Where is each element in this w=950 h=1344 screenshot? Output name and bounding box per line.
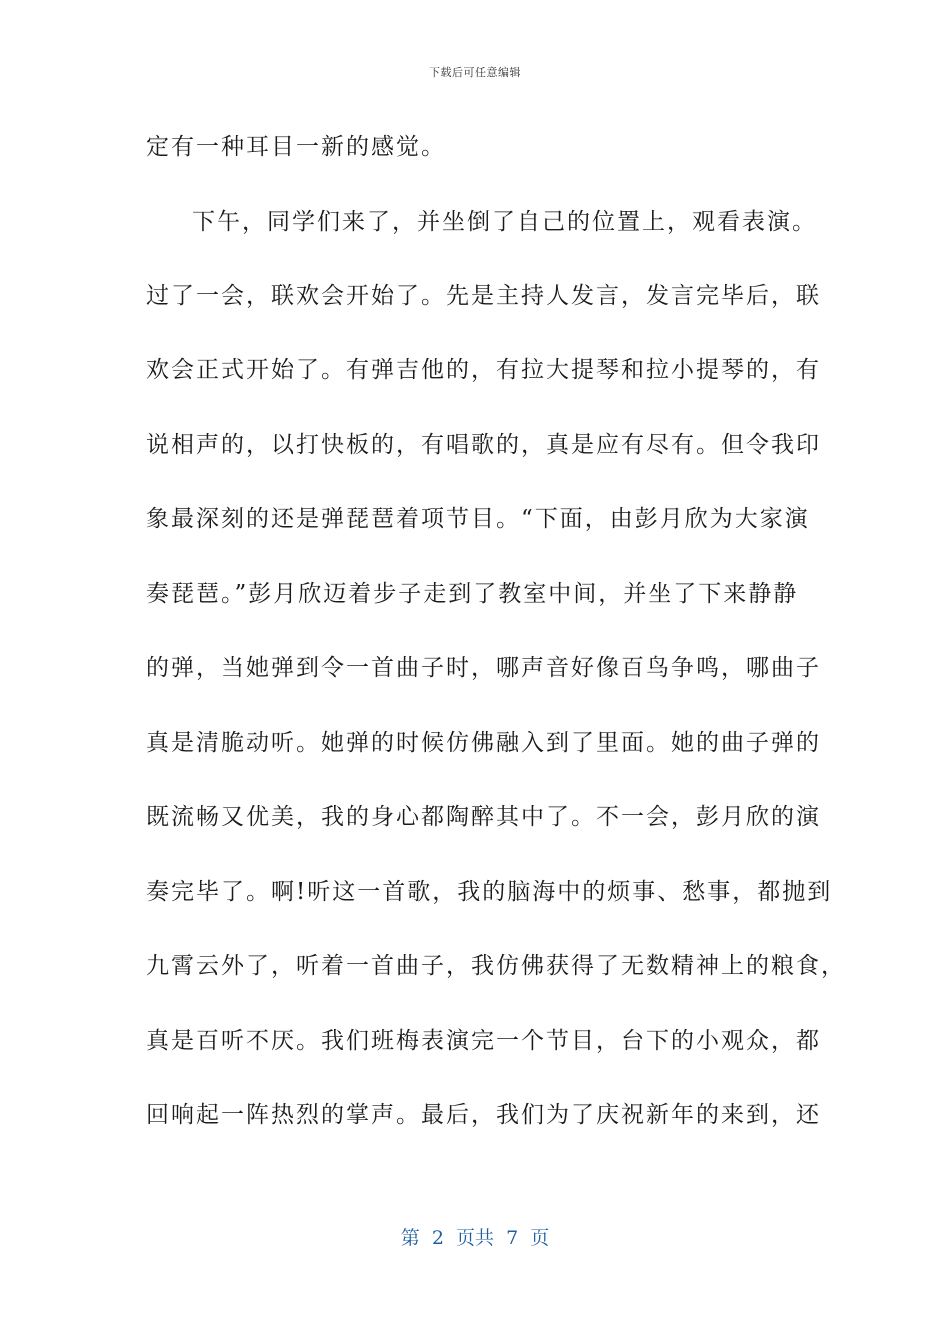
body-line: 象最深刻的还是弹琵琶着项节目。“下面，由彭月欣为大家演 — [146, 506, 810, 532]
body-line: 真是清脆动听。她弹的时候仿佛融入到了里面。她的曲子弹的 — [146, 730, 821, 756]
body-line: 过了一会，联欢会开始了。先是主持人发言，发言完毕后，联 — [146, 283, 821, 309]
body-line: 奏完毕了。啊!听这一首歌，我的脑海中的烦事、愁事，都抛到 — [146, 879, 833, 905]
body-line: 真是百听不厌。我们班梅表演完一个节目，台下的小观众，都 — [146, 1028, 821, 1054]
body-line: 九霄云外了，听着一首曲子，我仿佛获得了无数精神上的粮食， — [146, 953, 846, 979]
body-line: 的弹，当她弹到令一首曲子时，哪声音好像百鸟争鸣，哪曲子 — [146, 655, 821, 681]
page-header: 下载后可任意编辑 — [429, 66, 521, 79]
body-line: 欢会正式开始了。有弹吉他的，有拉大提琴和拉小提琴的，有 — [146, 357, 821, 383]
body-line: 回响起一阵热烈的掌声。最后，我们为了庆祝新年的来到，还 — [146, 1102, 821, 1128]
paragraph-first-line: 下午，同学们来了，并坐倒了自己的位置上，观看表演。 — [192, 209, 817, 235]
body-line: 奏琵琶。”彭月欣迈着步子走到了教室中间，并坐了下来静静 — [146, 581, 799, 607]
body-line: 说相声的，以打快板的，有唱歌的，真是应有尽有。但令我印 — [146, 432, 821, 458]
page-number-footer: 第 2 页共 7 页 — [400, 1227, 550, 1249]
body-line: 既流畅又优美，我的身心都陶醉其中了。不一会，彭月欣的演 — [146, 804, 821, 830]
body-line: 定有一种耳目一新的感觉。 — [146, 134, 446, 160]
